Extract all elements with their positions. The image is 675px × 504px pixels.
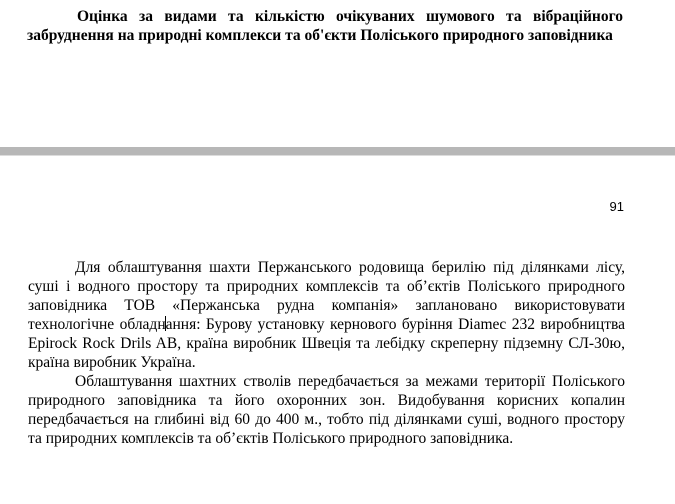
paragraph-shafts[interactable]: Облаштування шахтних стволів передбачається за межами території Поліського природного заповідника та його охоронних зон. Видобування корисних копалин передбачається на глибині від 60 до 400 м., тобто під ділянками суші, водного простору та природних комплексів та об’єктів Поліського природного заповідника. <box>28 373 625 447</box>
paragraph-text-end: ання: Бурову установку кернового буріння Diamec 232 виробництва Epirock Rock Drils AB, країна виробник Швеція та лебідку скреперну підземну СЛ-30ю, країна виробник Україна. <box>28 316 625 371</box>
page-number: 91 <box>609 199 624 214</box>
paragraph-equipment[interactable] <box>28 258 625 372</box>
paragraph-text-start: Для облаштування шахти Пержанського родовища берилію під ділянками лісу, суші і водного простору та природних комплексів та об’єктів Поліського природного заповідника ТОВ «Пержанська рудна компанія» заплановано використовувати технологічне обладн <box>28 259 625 333</box>
page-separator-edge <box>0 155 675 156</box>
section-heading: Оцінка за видами та кількістю очікуваних шумового та вібраційного забруднення на природні комплекси та об'єкти Поліського природного заповідника <box>27 8 623 44</box>
body-text[interactable] <box>28 258 625 448</box>
page-separator <box>0 147 675 155</box>
previous-page <box>0 0 675 147</box>
